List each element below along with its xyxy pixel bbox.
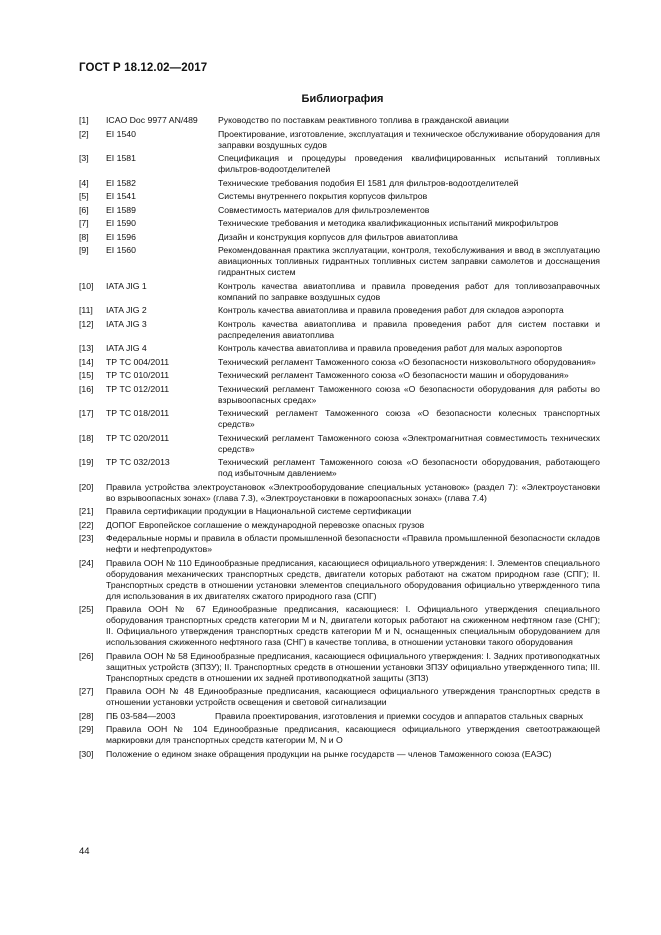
entry-title: Правила ООН № 104 Единообразные предписания, касающиеся официального утверждения светоотражающей маркировки для транспортных средств категории М, N и О [106,724,600,745]
entry-title: ДОПОГ Европейское соглашение о международной перевозке опасных грузов [106,519,425,530]
bibliography-entry [79,319,600,341]
bibliography-entry [79,482,600,504]
entry-title: Спецификация и процедуры проведения квалифицированных испытаний топливных фильтров-водоотделителей [218,153,600,174]
entry-title: Контроль качества авиатоплива и правила проведения работ для систем поставки и распределения авиатоплива [218,318,600,340]
bibliography-entry [79,711,600,722]
entry-number: [29] [79,724,94,734]
bibliography-list [79,115,600,762]
bibliography-entry [79,457,600,479]
entry-number: [20] [79,481,94,492]
entry-number: [18] [79,432,94,443]
entry-code: IATA JIG 1 [106,280,147,291]
bibliography-entry [79,232,600,243]
entry-code: EI 1582 [106,177,136,188]
entry-title: Дизайн и конструкция корпусов для фильтров авиатоплива [218,231,458,242]
entry-code: EI 1596 [106,231,136,242]
entry-number: [26] [79,650,94,661]
bibliography-entry [79,604,600,648]
bibliography-entry [79,384,600,406]
entry-code: EI 1560 [106,245,136,255]
entry-title: Правила ООН № 67 Единообразные предписания, касающиеся: I. Официального утверждения специального оборудования транспортных средств категории М и N, двигатели которых работают на сжиженном нефтяном газе (СНГ); II. Официального утверждения транспортных средств категории М и N, оснащенных специальным оборудованием для использования сжиженного нефтяного газа (СНГ) в качестве топлива, в отношении установки такого оборудования [106,604,600,647]
entry-code: EI 1540 [106,128,136,139]
entry-number: [21] [79,506,94,516]
bibliography-entry [79,520,600,531]
entry-code: ТР ТС 004/2011 [106,356,170,367]
bibliography-entry [79,205,600,216]
entry-code: ТР ТС 020/2011 [106,432,170,443]
bibliography-entry [79,357,600,368]
entry-code: ТР ТС 012/2011 [106,383,170,394]
entry-number: [15] [79,370,94,380]
entry-title: Технический регламент Таможенного союза «О безопасности машин и оборудования» [218,370,569,380]
entry-title: Совместимость материалов для фильтроэлементов [218,204,430,215]
entry-number: [9] [79,245,89,255]
entry-code: ПБ 03-584—2003 [106,710,176,721]
page-number: 44 [79,846,90,857]
entry-number: [30] [79,748,94,759]
entry-number: [13] [79,343,94,353]
entry-code: ICAO Doc 9977 AN/489 [106,115,198,125]
entry-number: [24] [79,557,94,568]
entry-number: [23] [79,533,94,543]
entry-number: [22] [79,519,94,530]
entry-title: Технический регламент Таможенного союза «О безопасности оборудования, работающего под избыточным давлением» [218,457,600,478]
entry-number: [19] [79,457,94,467]
bibliography-entry [79,343,600,354]
entry-title: Рекомендованная практика эксплуатации, контроля, техобслуживания и ввод в эксплуатацию авиационных топливных гидрантных топливных систем заправки самолетов и досснащения гидрантных систем [218,245,600,277]
entry-title: Технический регламент Таможенного союза «О безопасности колесных транспортных средств» [218,408,600,429]
bibliography-entry [79,686,600,708]
entry-code: IATA JIG 2 [106,305,147,315]
entry-title: Технический регламент Таможенного союза «О безопасности оборудования для работы во взрывоопасных средах» [218,383,600,405]
entry-title: Правила проектирования, изготовления и приемки сосудов и аппаратов стальных сварных [215,710,584,721]
entry-number: [3] [79,153,89,163]
bibliography-entry [79,281,600,303]
entry-number: [14] [79,356,94,367]
entry-code: ТР ТС 018/2011 [106,408,170,418]
entry-code: IATA JIG 4 [106,343,147,353]
entry-title: Руководство по поставкам реактивного топлива в гражданской авиации [218,115,509,125]
section-title: Библиография [301,93,384,105]
bibliography-entry [79,506,600,517]
entry-title: Контроль качества авиатоплива и правила проведения работ для складов аэропорта [218,305,564,315]
entry-title: Правила устройства электроустановок «Электрооборудование специальных установок» (раздел 7): «Электроустановки во взрывоопасных зонах» (глава 7.3), «Электроустановки в пожароопасных зонах» (глава 7.4) [106,481,600,503]
bibliography-entry [79,218,600,229]
entry-code: EI 1581 [106,153,136,163]
entry-title: Правила сертификации продукции в Национальной системе сертификации [106,506,412,516]
entry-number: [11] [79,305,93,315]
entry-title: Контроль качества авиатоплива и правила проведения работ для топливозаправочных компаний по заправке воздушных судов [218,280,600,302]
entry-title: Проектирование, изготовление, эксплуатация и техническое обслуживание оборудования для заправки воздушных судов [218,128,600,150]
entry-title: Технический регламент Таможенного союза «Электромагнитная совместимость технических средств» [218,432,600,454]
entry-number: [1] [79,115,89,125]
entry-number: [6] [79,204,89,215]
entry-number: [16] [79,383,94,394]
standard-header: ГОСТ Р 18.12.02—2017 [79,62,208,74]
entry-title: Положение о едином знаке обращения продукции на рынке государств — членов Таможенного союза (ЕАЭС) [106,748,552,759]
entry-code: EI 1589 [106,204,136,215]
bibliography-entry [79,129,600,151]
entry-code: EI 1541 [106,191,136,201]
bibliography-entry [79,533,600,555]
entry-number: [28] [79,710,94,721]
entry-title: Правила ООН № 110 Единообразные предписания, касающиеся официального утверждения: I. Элементов специального оборудования механических транспортных средств, двигатели которых работают на сжатом природном газе (СПГ); II. Транспортных средств в отношении установки элементов специального оборудования официально утвержденного типа для использования в их двигателях сжатого природного газа (СПГ) [106,557,600,601]
entry-number: [12] [79,318,94,329]
entry-number: [17] [79,408,94,418]
entry-title: Системы внутреннего покрытия корпусов фильтров [218,191,428,201]
entry-title: Правила ООН № 58 Единообразные предписания, касающиеся официального утверждения: I. Задних противоподкатных защитных устройств (ЗПЗУ); II. Транспортных средств в отношении установки ЗПЗУ официально утвержденного типа; III. Транспортных средств в отношении их задней противоподкатной защиты (ЗПЗ) [106,650,600,683]
entry-title: Технические требования и методика квалификационных испытаний микрофильтров [218,218,559,228]
bibliography-entry [79,433,600,455]
entry-code: IATA JIG 3 [106,318,147,329]
entry-title: Федеральные нормы и правила в области промышленной безопасности «Правила промышленной безопасности складов нефти и нефтепродуктов» [106,533,600,554]
entry-code: ТР ТС 032/2013 [106,457,170,467]
entry-title: Контроль качества авиатоплива и правила проведения работ для малых аэропортов [218,343,563,353]
entry-title: Технические требования подобия EI 1581 для фильтров-водоотделителей [218,177,519,188]
bibliography-entry [79,178,600,189]
entry-title: Технический регламент Таможенного союза «О безопасности низковольтного оборудования» [218,356,596,367]
bibliography-entry [79,724,600,746]
bibliography-entry [79,191,600,202]
bibliography-entry [79,749,600,760]
entry-number: [2] [79,128,89,139]
bibliography-entry [79,408,600,430]
entry-code: ТР ТС 010/2011 [106,370,170,380]
entry-code: EI 1590 [106,218,136,228]
bibliography-entry [79,305,600,316]
bibliography-entry [79,558,600,602]
entry-number: [27] [79,686,94,696]
bibliography-entry [79,245,600,278]
entry-number: [7] [79,218,89,228]
entry-number: [8] [79,231,89,242]
bibliography-entry [79,115,600,126]
entry-number: [10] [79,280,94,291]
entry-number: [5] [79,191,89,201]
entry-number: [4] [79,177,89,188]
entry-number: [25] [79,604,94,614]
bibliography-entry [79,651,600,684]
bibliography-entry [79,153,600,175]
entry-title: Правила ООН № 48 Единообразные предписания, касающиеся официального утверждения транспортных средств в отношении установки устройств освещения и световой сигнализации [106,686,600,707]
bibliography-entry [79,370,600,381]
